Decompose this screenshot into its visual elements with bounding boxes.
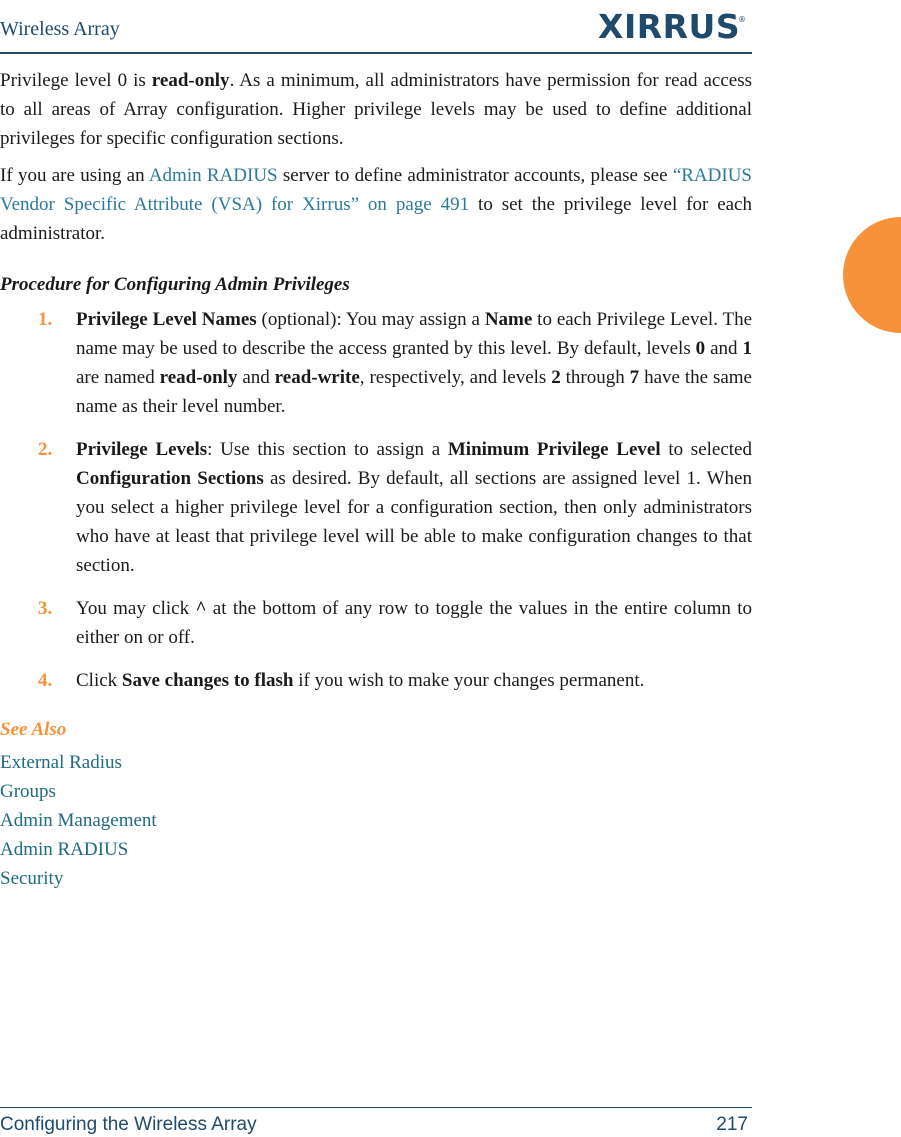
step-text (76, 439, 752, 576)
bold-text: Name (484, 309, 533, 330)
text-run: through (560, 367, 630, 388)
text-run: to selected (660, 439, 752, 460)
page-footer (0, 1107, 752, 1135)
text-run: If you are using an (0, 165, 149, 186)
step-number: 1. (38, 309, 53, 330)
see-also-link-admin-management[interactable]: Admin Management (0, 810, 157, 831)
bold-text: read-only (151, 70, 230, 91)
bold-text: 7 (629, 367, 640, 388)
text-run: server to define administrator accounts, please see (277, 165, 673, 186)
step-number: 4. (38, 670, 53, 691)
see-also-link-external-radius[interactable]: External Radius (0, 752, 122, 773)
text-run: , respectively, and levels (359, 367, 552, 388)
bold-text: 1 (742, 338, 752, 359)
logo-text: XIRRUS (598, 7, 741, 44)
bold-text: ^ (195, 598, 207, 619)
text-run: Privilege level 0 is (0, 70, 152, 91)
step-item (0, 435, 752, 580)
page-content (0, 66, 752, 893)
text-run: at the bottom of any row to toggle the values in the entire column to either on or off. (76, 598, 752, 648)
chapter-tab (843, 217, 901, 333)
text-run: . As a minimum, all administrators have permission for read access to all areas of Array configuration. Higher privilege levels may be used to define additional privileges for specific configuration sections. (0, 70, 752, 149)
text-run: are named (76, 367, 160, 388)
step-item (0, 594, 752, 652)
xirrus-logo (596, 6, 746, 44)
text-run: Click (76, 670, 122, 691)
text-run: to each Privilege Level. The name may be used to describe the access granted by this level. By default, levels (76, 309, 753, 359)
text-run: as desired. By default, all sections are assigned level 1. When you select a higher privilege level for a configuration section, then only administrators who have at least that privilege level will be able to make configuration changes to that section. (76, 468, 752, 576)
bold-text: read-write (274, 367, 360, 388)
text-run: You may click (76, 598, 196, 619)
page-header (0, 0, 752, 54)
see-also-link-groups[interactable]: Groups (0, 781, 56, 802)
procedure-steps (0, 305, 752, 695)
bold-text: Privilege Level Names (76, 309, 257, 330)
inline-link[interactable]: “RADIUS Vendor Specific Attribute (VSA) for Xirrus” on page 491 (0, 165, 752, 215)
header-title: Wireless Array (0, 18, 120, 40)
text-run: have the same name as their level number. (76, 367, 752, 417)
text-run: to set the privilege level for each administrator. (0, 194, 752, 244)
bold-text: Configuration Sections (76, 468, 264, 489)
step-text (76, 670, 644, 691)
radius-paragraph (0, 161, 752, 248)
text-run: and (237, 367, 275, 388)
bold-text: Privilege Levels (76, 439, 208, 460)
text-run: if you wish to make your changes permanent. (293, 670, 645, 691)
bold-text: read-only (159, 367, 238, 388)
logo-registered-mark: ® (738, 15, 746, 24)
inline-link[interactable]: Admin RADIUS (148, 165, 278, 186)
step-number: 3. (38, 598, 53, 619)
bold-text: 2 (551, 367, 561, 388)
bold-text: 0 (695, 338, 706, 359)
text-run: and (705, 338, 743, 359)
step-item (0, 305, 752, 421)
intro-paragraph (0, 66, 752, 153)
step-text (76, 309, 752, 417)
step-number: 2. (38, 439, 53, 460)
see-also-link-security[interactable]: Security (0, 868, 64, 889)
text-run: : Use this section to assign a (207, 439, 448, 460)
text-run: (optional): You may assign a (256, 309, 485, 330)
bold-text: Minimum Privilege Level (447, 439, 661, 460)
step-item (0, 666, 752, 695)
see-also-heading: See Also (0, 719, 67, 740)
see-also-links (0, 748, 752, 893)
step-text (76, 598, 752, 648)
footer-chapter-title: Configuring the Wireless Array (0, 1114, 257, 1135)
see-also-link-admin-radius[interactable]: Admin RADIUS (0, 839, 129, 860)
procedure-heading: Procedure for Configuring Admin Privileges (0, 274, 350, 295)
bold-text: Save changes to flash (121, 670, 294, 691)
page-number: 217 (716, 1114, 748, 1135)
